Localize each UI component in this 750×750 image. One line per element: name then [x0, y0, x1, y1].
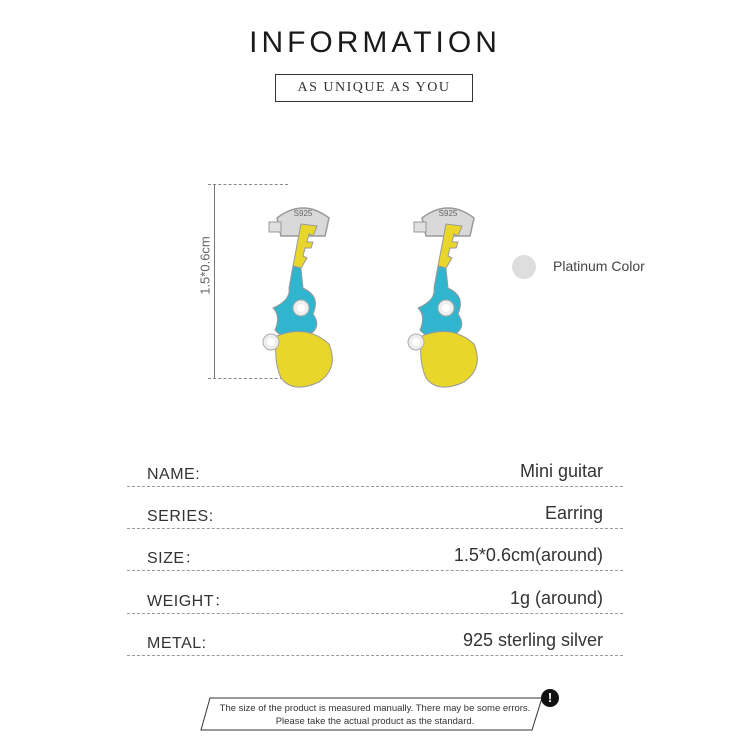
spec-label: NAME:	[147, 466, 201, 483]
spec-row-size	[127, 544, 623, 571]
spec-value: Earring	[544, 503, 603, 523]
spec-label: WEIGHT：	[147, 593, 231, 610]
size-dimension-label: 1.5*0.6cm	[197, 236, 213, 295]
s925-stamp: S925	[293, 209, 313, 218]
s925-stamp: S925	[438, 209, 458, 218]
spec-value: 1.5*0.6cm(around)	[453, 545, 603, 565]
tagline: AS UNIQUE AS YOU	[275, 74, 473, 102]
platinum-color-swatch[interactable]	[512, 255, 536, 279]
color-option-label: Platinum Color	[553, 258, 645, 274]
spec-value: 1g (around)	[509, 588, 603, 608]
spec-label: METAL:	[147, 635, 207, 652]
notice-line-1: The size of the product is measured manually. There may be some errors.	[219, 703, 531, 714]
spec-row-name	[127, 460, 623, 487]
spec-row-series	[127, 502, 623, 529]
spec-value: Mini guitar	[519, 461, 603, 481]
notice-line-2: Please take the actual product as the standard.	[275, 716, 475, 727]
spec-label: SIZE：	[147, 550, 202, 567]
spec-row-metal	[127, 629, 623, 656]
spec-value: 925 sterling silver	[462, 630, 603, 650]
earring-left-image	[255, 196, 351, 392]
earring-right-image	[400, 196, 496, 392]
spec-row-weight	[127, 587, 623, 614]
measurement-notice	[200, 697, 550, 731]
page-title: INFORMATION	[249, 26, 501, 59]
spec-label: SERIES:	[147, 508, 214, 525]
exclamation-icon: !	[541, 689, 559, 707]
